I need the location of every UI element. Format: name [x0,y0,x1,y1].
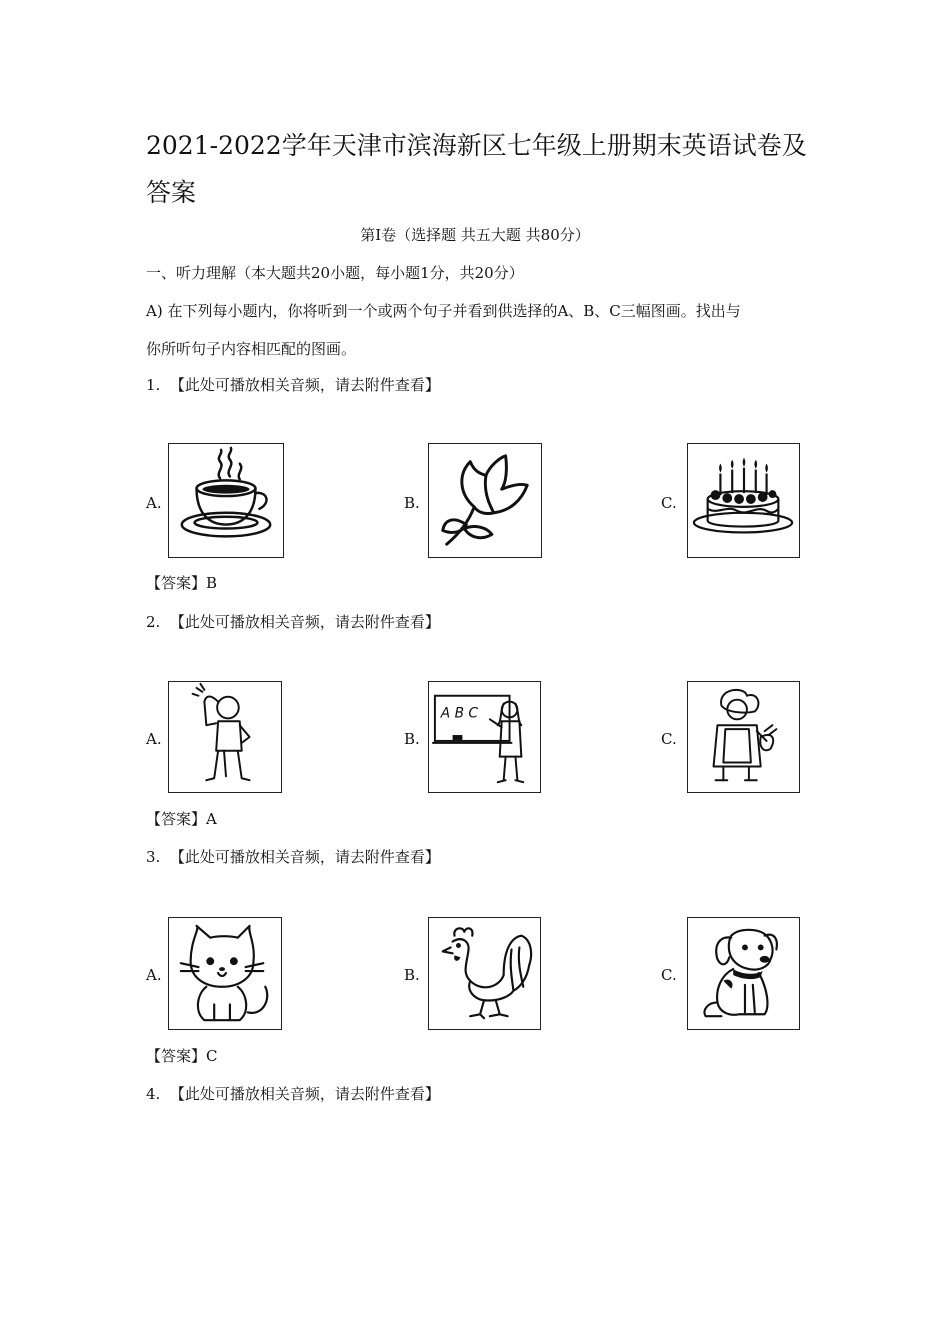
option-image-teacher[interactable] [428,681,541,793]
audio-prompt[interactable]: 【此处可播放相关音频，请去附件查看】 [169,376,440,394]
question-number: 3. [146,848,161,866]
cat-icon [169,918,281,1029]
question-3 [146,846,440,867]
audio-prompt[interactable]: 【此处可播放相关音频，请去附件查看】 [169,613,440,631]
option-label: A. [146,494,162,512]
answer-2: 【答案】A [146,810,217,828]
board-text: A B C [440,705,478,722]
answer-1: 【答案】B [146,574,218,592]
option-image-cat[interactable] [168,917,282,1030]
dog-icon [688,918,799,1029]
question-number: 4. [146,1085,161,1103]
coffee-cup-icon [169,444,283,557]
audio-prompt[interactable]: 【此处可播放相关音频，请去附件查看】 [169,848,440,866]
cook-woman-icon [688,682,799,792]
answer-3: 【答案】C [146,1047,218,1065]
rooster-icon [429,918,540,1029]
audio-prompt[interactable]: 【此处可播放相关音频，请去附件查看】 [169,1085,440,1103]
part-one-heading: 一、听力理解（本大题共20小题，每小题1分，共20分） [146,264,524,282]
exercising-man-icon [169,682,281,792]
option-label: B. [404,494,420,512]
option-image-coffee[interactable] [168,443,284,558]
option-label: A. [146,966,162,984]
option-label: C. [661,730,677,748]
option-label: C. [661,966,677,984]
question-number: 2. [146,613,161,631]
instruction-line-1: A) 在下列每小题内，你将听到一个或两个句子并看到供选择的A、B、C三幅图画。找出与 [146,302,741,320]
question-1 [146,374,440,395]
section-header: 第Ⅰ卷（选择题 共五大题 共80分） [360,226,590,244]
option-image-cake[interactable] [687,443,800,558]
question-2 [146,611,440,632]
teacher-icon [429,682,540,792]
flower-icon [429,444,541,557]
option-image-rooster[interactable] [428,917,541,1030]
option-image-flower[interactable] [428,443,542,558]
option-image-exercising-man[interactable] [168,681,282,793]
birthday-cake-icon [688,444,799,557]
page-title: 2021-2022学年天津市滨海新区七年级上册期末英语试卷及答案 [146,131,807,207]
question-4 [146,1083,440,1104]
option-image-dog[interactable] [687,917,800,1030]
option-label: C. [661,494,677,512]
option-label: B. [404,966,420,984]
instruction-line-2: 你所听句子内容相匹配的图画。 [146,340,357,358]
option-label: A. [146,730,162,748]
option-label: B. [404,730,420,748]
option-image-cook[interactable] [687,681,800,793]
question-number: 1. [146,376,161,394]
